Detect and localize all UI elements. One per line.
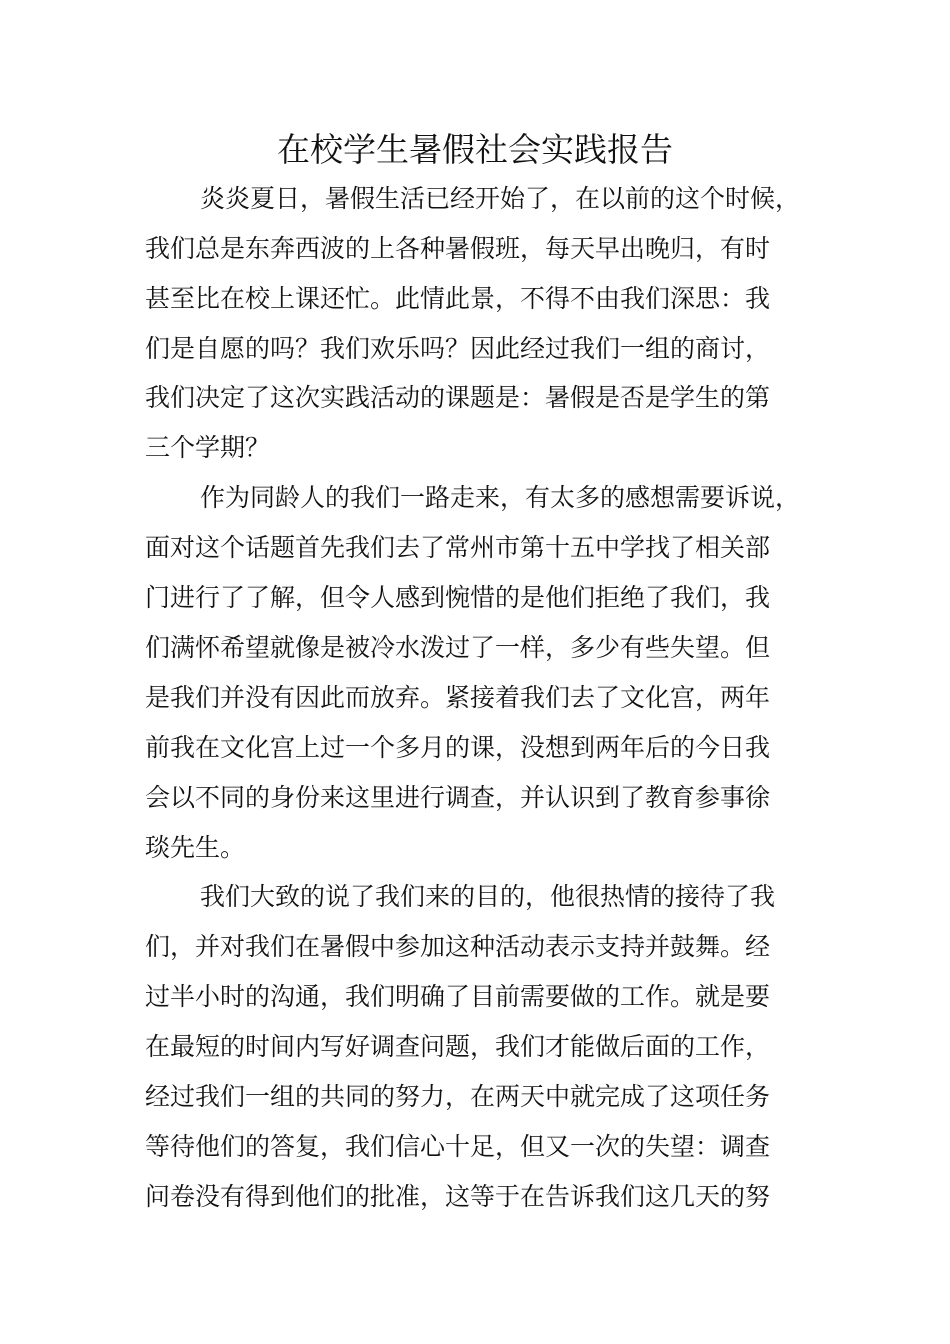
body-text-line: 在最短的时间内写好调查问题，我们才能做后面的工作， xyxy=(145,1032,771,1061)
body-text-line: 等待他们的答复，我们信心十足，但又一次的失望：调查 xyxy=(145,1132,771,1161)
body-text-line: 我们总是东奔西波的上各种暑假班，每天早出晚归，有时 xyxy=(145,234,771,263)
body-text-line: 三个学期？ xyxy=(145,433,271,462)
body-text-line: 们是自愿的吗？我们欢乐吗？因此经过我们一组的商讨， xyxy=(145,334,771,363)
body-text-line: 我们大致的说了我们来的目的，他很热情的接待了我 xyxy=(200,882,776,911)
body-text-line: 炎炎夏日，暑假生活已经开始了，在以前的这个时候， xyxy=(200,184,801,213)
body-text-line: 会以不同的身份来这里进行调查，并认识到了教育参事徐 xyxy=(145,783,771,812)
body-text-line: 过半小时的沟通，我们明确了目前需要做的工作。就是要 xyxy=(145,982,771,1011)
body-text-line: 们满怀希望就像是被冷水泼过了一样，多少有些失望。但 xyxy=(145,633,771,662)
page-title: 在校学生暑假社会实践报告 xyxy=(277,130,673,169)
body-text-line: 作为同龄人的我们一路走来，有太多的感想需要诉说， xyxy=(200,483,801,512)
body-text-line: 面对这个话题首先我们去了常州市第十五中学找了相关部 xyxy=(145,533,771,562)
body-text-line: 是我们并没有因此而放弃。紧接着我们去了文化宫，两年 xyxy=(145,683,771,712)
body-text-line: 门进行了了解，但令人感到惋惜的是他们拒绝了我们，我 xyxy=(145,583,771,612)
body-text-line: 们，并对我们在暑假中参加这种活动表示支持并鼓舞。经 xyxy=(145,932,771,961)
body-text-line: 琰先生。 xyxy=(145,833,246,862)
body-text-line: 问卷没有得到他们的批准，这等于在告诉我们这几天的努 xyxy=(145,1182,771,1211)
body-text-line: 我们决定了这次实践活动的课题是：暑假是否是学生的第 xyxy=(145,383,771,412)
body-text-line: 经过我们一组的共同的努力，在两天中就完成了这项任务 xyxy=(145,1082,771,1111)
body-text-line: 甚至比在校上课还忙。此情此景，不得不由我们深思：我 xyxy=(145,284,771,313)
body-text-line: 前我在文化宫上过一个多月的课，没想到两年后的今日我 xyxy=(145,733,771,762)
